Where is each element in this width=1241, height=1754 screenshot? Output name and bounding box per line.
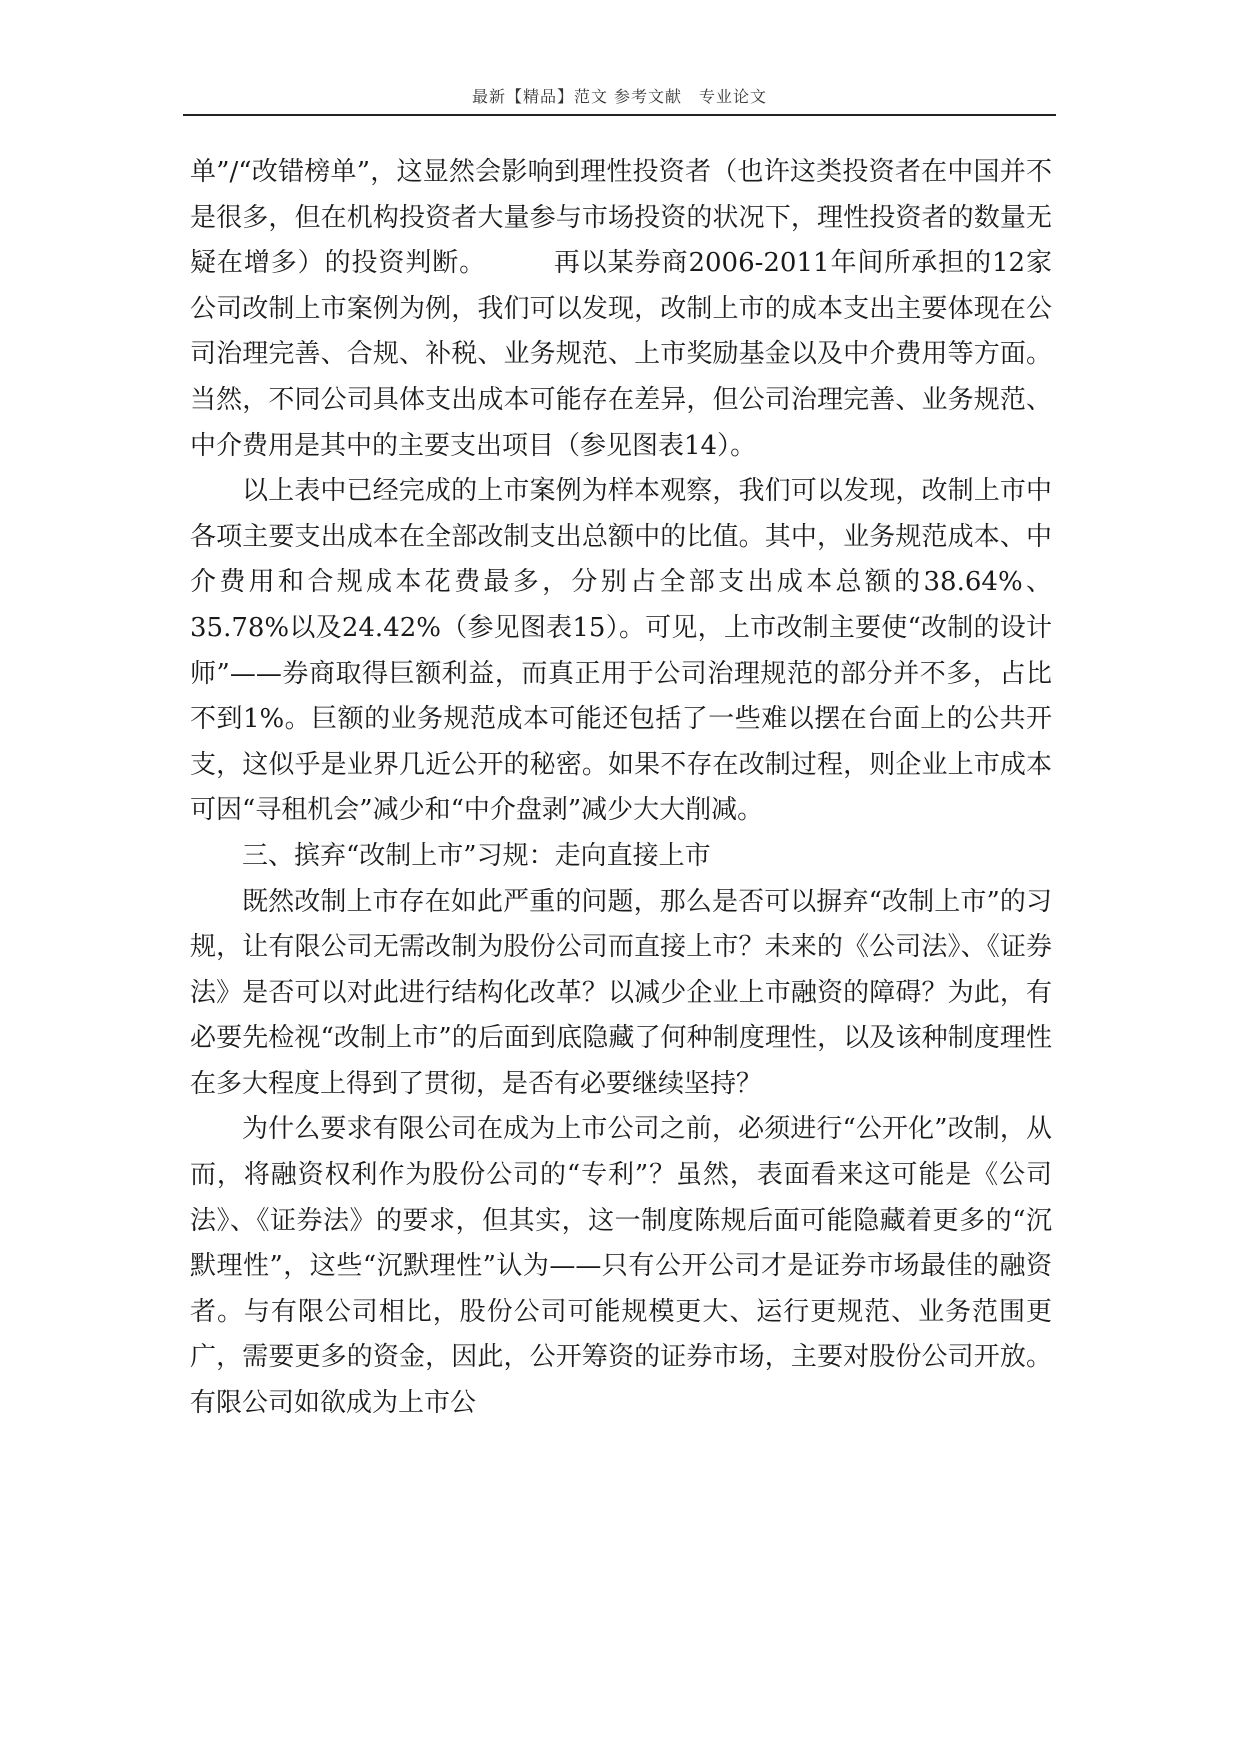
document-body bbox=[190, 150, 1052, 1427]
header-divider bbox=[183, 114, 1056, 116]
paragraph-2: 以上表中已经完成的上市案例为样本观察，我们可以发现，改制上市中各项主要支出成本在全部改制支出总额中的比值。其中，业务规范成本、中介费用和合规成本花费最多，分别占全部支出成本总额的38.64%、35.78%以及24.42%（参见图表15）。可见，上市改制主要使“改制的设计师”——券商取得巨额利益，而真正用于公司治理规范的部分并不多，占比不到1%。巨额的业务规范成本可能还包括了一些难以摆在台面上的公共开支，这似乎是业界几近公开的秘密。如果不存在改制过程，则企业上市成本可因“寻租机会”减少和“中介盘剥”减少大大削减。 bbox=[190, 476, 1052, 826]
paragraph-1: 单”/“改错榜单”，这显然会影响到理性投资者（也许这类投资者在中国并不是很多，但在机构投资者大量参与市场投资的状况下，理性投资者的数量无疑在增多）的投资判断。 再以某券商2006-2011年间所承担的12家公司改制上市案例为例，我们可以发现，改制上市的成本支出主要体现在公司治理完善、合规、补税、业务规范、上市奖励基金以及中介费用等方面。当然，不同公司具体支出成本可能存在差异，但公司治理完善、业务规范、中介费用是其中的主要支出项目（参见图表14）。 bbox=[190, 157, 1052, 461]
page-header: 最新【精品】范文 参考文献 专业论文 bbox=[471, 87, 768, 106]
paragraph-3: 既然改制上市存在如此严重的问题，那么是否可以摒弃“改制上市”的习规，让有限公司无需改制为股份公司而直接上市？未来的《公司法》、《证券法》是否可以对此进行结构化改革？以减少企业上市融资的障碍？为此，有必要先检视“改制上市”的后面到底隐藏了何种制度理性，以及该种制度理性在多大程度上得到了贯彻，是否有必要继续坚持？ bbox=[190, 886, 1052, 1099]
section-heading: 三、摈弃“改制上市”习规：走向直接上市 bbox=[242, 840, 711, 871]
paragraph-4: 为什么要求有限公司在成为上市公司之前，必须进行“公开化”改制，从而，将融资权利作为股份公司的“专利”？虽然，表面看来这可能是《公司法》、《证券法》的要求，但其实，这一制度陈规后面可能隐藏着更多的“沉默理性”，这些“沉默理性”认为——只有公开公司才是证券市场最佳的融资者。与有限公司相比，股份公司可能规模更大、运行更规范、业务范围更广，需要更多的资金，因此，公开筹资的证券市场，主要对股份公司开放。有限公司如欲成为上市公 bbox=[190, 1114, 1052, 1419]
